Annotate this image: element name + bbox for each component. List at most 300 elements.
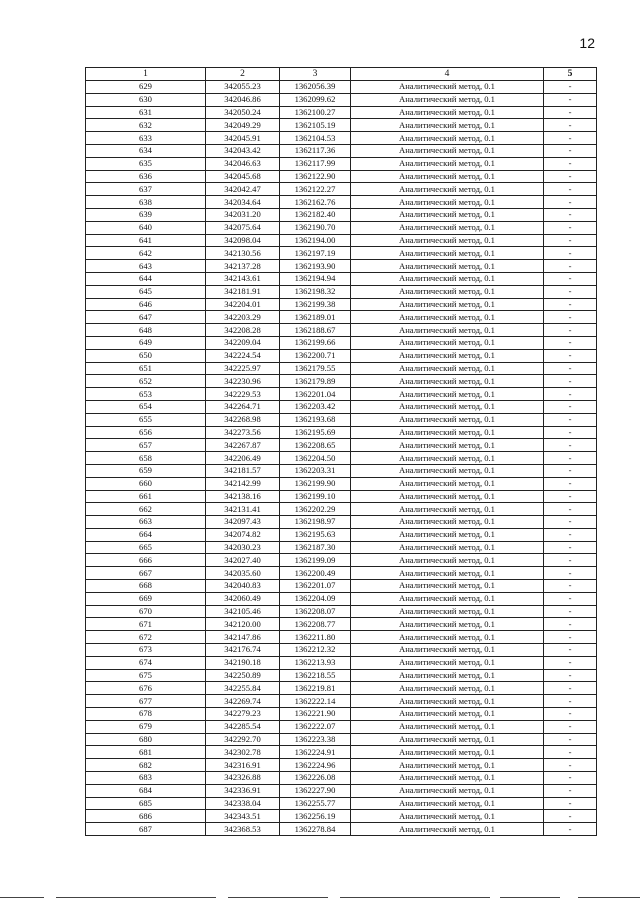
x-coordinate-cell: 342034.64 (206, 196, 280, 209)
y-coordinate-cell: 1362218.55 (280, 669, 351, 682)
x-coordinate-cell: 342142.99 (206, 477, 280, 490)
method-cell: Аналитический метод, 0.1 (351, 81, 544, 94)
description-cell: - (544, 554, 597, 567)
y-coordinate-cell: 1362203.31 (280, 464, 351, 477)
method-cell: Аналитический метод, 0.1 (351, 183, 544, 196)
description-cell: - (544, 592, 597, 605)
method-cell: Аналитический метод, 0.1 (351, 592, 544, 605)
point-number-cell: 639 (86, 208, 206, 221)
header-y-coordinate: 3 (280, 68, 351, 81)
point-number-cell: 669 (86, 592, 206, 605)
description-cell: - (544, 682, 597, 695)
x-coordinate-cell: 342273.56 (206, 426, 280, 439)
x-coordinate-cell: 342176.74 (206, 644, 280, 657)
method-cell: Аналитический метод, 0.1 (351, 324, 544, 337)
table-body (86, 81, 597, 836)
x-coordinate-cell: 342131.41 (206, 503, 280, 516)
y-coordinate-cell: 1362213.93 (280, 656, 351, 669)
point-number-cell: 673 (86, 644, 206, 657)
point-number-cell: 668 (86, 580, 206, 593)
method-cell: Аналитический метод, 0.1 (351, 733, 544, 746)
description-cell: - (544, 336, 597, 349)
table-row (86, 324, 597, 337)
point-number-cell: 642 (86, 247, 206, 260)
table-row (86, 656, 597, 669)
description-cell: - (544, 157, 597, 170)
table-row (86, 605, 597, 618)
table-row (86, 272, 597, 285)
x-coordinate-cell: 342338.04 (206, 797, 280, 810)
method-cell: Аналитический метод, 0.1 (351, 144, 544, 157)
y-coordinate-cell: 1362211.80 (280, 631, 351, 644)
method-cell: Аналитический метод, 0.1 (351, 746, 544, 759)
y-coordinate-cell: 1362195.63 (280, 528, 351, 541)
description-cell: - (544, 772, 597, 785)
table-row (86, 580, 597, 593)
description-cell: - (544, 208, 597, 221)
point-number-cell: 643 (86, 260, 206, 273)
description-cell: - (544, 784, 597, 797)
x-coordinate-cell: 342055.23 (206, 81, 280, 94)
description-cell: - (544, 298, 597, 311)
table-row (86, 490, 597, 503)
point-number-cell: 678 (86, 708, 206, 721)
description-cell: - (544, 170, 597, 183)
point-number-cell: 634 (86, 144, 206, 157)
y-coordinate-cell: 1362099.62 (280, 93, 351, 106)
x-coordinate-cell: 342031.20 (206, 208, 280, 221)
table-row (86, 183, 597, 196)
x-coordinate-cell: 342046.63 (206, 157, 280, 170)
description-cell: - (544, 810, 597, 823)
y-coordinate-cell: 1362194.00 (280, 234, 351, 247)
table-row (86, 234, 597, 247)
description-cell: - (544, 81, 597, 94)
method-cell: Аналитический метод, 0.1 (351, 311, 544, 324)
table-row (86, 784, 597, 797)
y-coordinate-cell: 1362193.90 (280, 260, 351, 273)
table-row (86, 362, 597, 375)
description-cell: - (544, 759, 597, 772)
method-cell: Аналитический метод, 0.1 (351, 682, 544, 695)
method-cell: Аналитический метод, 0.1 (351, 285, 544, 298)
method-cell: Аналитический метод, 0.1 (351, 554, 544, 567)
description-cell: - (544, 388, 597, 401)
table-row (86, 285, 597, 298)
point-number-cell: 671 (86, 618, 206, 631)
x-coordinate-cell: 342138.16 (206, 490, 280, 503)
method-cell: Аналитический метод, 0.1 (351, 132, 544, 145)
point-number-cell: 635 (86, 157, 206, 170)
point-number-cell: 656 (86, 426, 206, 439)
description-cell: - (544, 93, 597, 106)
point-number-cell: 653 (86, 388, 206, 401)
x-coordinate-cell: 342075.64 (206, 221, 280, 234)
method-cell: Аналитический метод, 0.1 (351, 464, 544, 477)
description-cell: - (544, 260, 597, 273)
table-row (86, 452, 597, 465)
x-coordinate-cell: 342255.84 (206, 682, 280, 695)
point-number-cell: 645 (86, 285, 206, 298)
method-cell: Аналитический метод, 0.1 (351, 695, 544, 708)
y-coordinate-cell: 1362193.68 (280, 413, 351, 426)
table-row (86, 208, 597, 221)
table-row (86, 298, 597, 311)
method-cell: Аналитический метод, 0.1 (351, 490, 544, 503)
y-coordinate-cell: 1362197.19 (280, 247, 351, 260)
y-coordinate-cell: 1362226.08 (280, 772, 351, 785)
point-number-cell: 657 (86, 439, 206, 452)
y-coordinate-cell: 1362190.70 (280, 221, 351, 234)
x-coordinate-cell: 342049.29 (206, 119, 280, 132)
method-cell: Аналитический метод, 0.1 (351, 439, 544, 452)
y-coordinate-cell: 1362208.77 (280, 618, 351, 631)
method-cell: Аналитический метод, 0.1 (351, 272, 544, 285)
point-number-cell: 679 (86, 720, 206, 733)
table-row (86, 541, 597, 554)
point-number-cell: 652 (86, 375, 206, 388)
description-cell: - (544, 221, 597, 234)
y-coordinate-cell: 1362201.07 (280, 580, 351, 593)
method-cell: Аналитический метод, 0.1 (351, 119, 544, 132)
y-coordinate-cell: 1362227.90 (280, 784, 351, 797)
x-coordinate-cell: 342105.46 (206, 605, 280, 618)
method-cell: Аналитический метод, 0.1 (351, 772, 544, 785)
y-coordinate-cell: 1362200.49 (280, 567, 351, 580)
x-coordinate-cell: 342368.53 (206, 823, 280, 836)
table-row (86, 682, 597, 695)
header-description: 5 (544, 68, 597, 81)
table-row (86, 618, 597, 631)
description-cell: - (544, 618, 597, 631)
method-cell: Аналитический метод, 0.1 (351, 221, 544, 234)
method-cell: Аналитический метод, 0.1 (351, 298, 544, 311)
description-cell: - (544, 452, 597, 465)
point-number-cell: 630 (86, 93, 206, 106)
method-cell: Аналитический метод, 0.1 (351, 656, 544, 669)
description-cell: - (544, 746, 597, 759)
description-cell: - (544, 144, 597, 157)
description-cell: - (544, 285, 597, 298)
table-row (86, 772, 597, 785)
point-number-cell: 666 (86, 554, 206, 567)
x-coordinate-cell: 342120.00 (206, 618, 280, 631)
x-coordinate-cell: 342267.87 (206, 439, 280, 452)
description-cell: - (544, 439, 597, 452)
method-cell: Аналитический метод, 0.1 (351, 516, 544, 529)
description-cell: - (544, 490, 597, 503)
header-row (86, 68, 597, 81)
coordinates-table (85, 67, 597, 836)
table-row (86, 157, 597, 170)
description-cell: - (544, 400, 597, 413)
table-header (86, 68, 597, 81)
description-cell: - (544, 708, 597, 721)
description-cell: - (544, 580, 597, 593)
method-cell: Аналитический метод, 0.1 (351, 720, 544, 733)
y-coordinate-cell: 1362117.99 (280, 157, 351, 170)
x-coordinate-cell: 342137.28 (206, 260, 280, 273)
description-cell: - (544, 631, 597, 644)
method-cell: Аналитический метод, 0.1 (351, 170, 544, 183)
x-coordinate-cell: 342035.60 (206, 567, 280, 580)
method-cell: Аналитический метод, 0.1 (351, 528, 544, 541)
method-cell: Аналитический метод, 0.1 (351, 362, 544, 375)
point-number-cell: 674 (86, 656, 206, 669)
table-row (86, 413, 597, 426)
table-row (86, 644, 597, 657)
y-coordinate-cell: 1362179.89 (280, 375, 351, 388)
description-cell: - (544, 234, 597, 247)
footer-rule (578, 897, 640, 898)
y-coordinate-cell: 1362199.66 (280, 336, 351, 349)
x-coordinate-cell: 342060.49 (206, 592, 280, 605)
table-row (86, 221, 597, 234)
description-cell: - (544, 362, 597, 375)
point-number-cell: 684 (86, 784, 206, 797)
method-cell: Аналитический метод, 0.1 (351, 336, 544, 349)
table-row (86, 567, 597, 580)
x-coordinate-cell: 342097.43 (206, 516, 280, 529)
y-coordinate-cell: 1362182.40 (280, 208, 351, 221)
table-row (86, 106, 597, 119)
description-cell: - (544, 349, 597, 362)
x-coordinate-cell: 342045.91 (206, 132, 280, 145)
header-point-number: 1 (86, 68, 206, 81)
table-row (86, 388, 597, 401)
description-cell: - (544, 324, 597, 337)
point-number-cell: 651 (86, 362, 206, 375)
y-coordinate-cell: 1362194.94 (280, 272, 351, 285)
x-coordinate-cell: 342316.91 (206, 759, 280, 772)
y-coordinate-cell: 1362202.29 (280, 503, 351, 516)
point-number-cell: 685 (86, 797, 206, 810)
method-cell: Аналитический метод, 0.1 (351, 759, 544, 772)
description-cell: - (544, 541, 597, 554)
table-row (86, 669, 597, 682)
table-row (86, 797, 597, 810)
point-number-cell: 687 (86, 823, 206, 836)
point-number-cell: 667 (86, 567, 206, 580)
description-cell: - (544, 528, 597, 541)
y-coordinate-cell: 1362255.77 (280, 797, 351, 810)
y-coordinate-cell: 1362198.97 (280, 516, 351, 529)
table-row (86, 516, 597, 529)
point-number-cell: 672 (86, 631, 206, 644)
description-cell: - (544, 669, 597, 682)
y-coordinate-cell: 1362104.53 (280, 132, 351, 145)
y-coordinate-cell: 1362187.30 (280, 541, 351, 554)
method-cell: Аналитический метод, 0.1 (351, 580, 544, 593)
x-coordinate-cell: 342230.96 (206, 375, 280, 388)
x-coordinate-cell: 342181.91 (206, 285, 280, 298)
y-coordinate-cell: 1362204.09 (280, 592, 351, 605)
y-coordinate-cell: 1362199.10 (280, 490, 351, 503)
method-cell: Аналитический метод, 0.1 (351, 208, 544, 221)
point-number-cell: 661 (86, 490, 206, 503)
y-coordinate-cell: 1362221.90 (280, 708, 351, 721)
table-row (86, 426, 597, 439)
method-cell: Аналитический метод, 0.1 (351, 413, 544, 426)
y-coordinate-cell: 1362199.09 (280, 554, 351, 567)
y-coordinate-cell: 1362122.90 (280, 170, 351, 183)
point-number-cell: 629 (86, 81, 206, 94)
point-number-cell: 649 (86, 336, 206, 349)
y-coordinate-cell: 1362122.27 (280, 183, 351, 196)
x-coordinate-cell: 342043.42 (206, 144, 280, 157)
point-number-cell: 663 (86, 516, 206, 529)
table-row (86, 247, 597, 260)
x-coordinate-cell: 342027.40 (206, 554, 280, 567)
table-row (86, 528, 597, 541)
point-number-cell: 660 (86, 477, 206, 490)
method-cell: Аналитический метод, 0.1 (351, 375, 544, 388)
method-cell: Аналитический метод, 0.1 (351, 196, 544, 209)
method-cell: Аналитический метод, 0.1 (351, 503, 544, 516)
y-coordinate-cell: 1362222.14 (280, 695, 351, 708)
x-coordinate-cell: 342229.53 (206, 388, 280, 401)
x-coordinate-cell: 342302.78 (206, 746, 280, 759)
point-number-cell: 646 (86, 298, 206, 311)
y-coordinate-cell: 1362199.38 (280, 298, 351, 311)
method-cell: Аналитический метод, 0.1 (351, 260, 544, 273)
point-number-cell: 638 (86, 196, 206, 209)
description-cell: - (544, 119, 597, 132)
point-number-cell: 658 (86, 452, 206, 465)
description-cell: - (544, 311, 597, 324)
description-cell: - (544, 247, 597, 260)
y-coordinate-cell: 1362200.71 (280, 349, 351, 362)
description-cell: - (544, 823, 597, 836)
table-row (86, 375, 597, 388)
description-cell: - (544, 477, 597, 490)
x-coordinate-cell: 342040.83 (206, 580, 280, 593)
description-cell: - (544, 375, 597, 388)
x-coordinate-cell: 342147.86 (206, 631, 280, 644)
method-cell: Аналитический метод, 0.1 (351, 234, 544, 247)
y-coordinate-cell: 1362195.69 (280, 426, 351, 439)
x-coordinate-cell: 342190.18 (206, 656, 280, 669)
y-coordinate-cell: 1362105.19 (280, 119, 351, 132)
footer-rule (228, 897, 328, 898)
description-cell: - (544, 695, 597, 708)
method-cell: Аналитический метод, 0.1 (351, 477, 544, 490)
table-row (86, 119, 597, 132)
page-number: 12 (579, 35, 595, 51)
footer-rule (0, 897, 44, 898)
table-row (86, 810, 597, 823)
point-number-cell: 683 (86, 772, 206, 785)
x-coordinate-cell: 342130.56 (206, 247, 280, 260)
point-number-cell: 636 (86, 170, 206, 183)
point-number-cell: 662 (86, 503, 206, 516)
table-row (86, 93, 597, 106)
y-coordinate-cell: 1362222.07 (280, 720, 351, 733)
table-row (86, 554, 597, 567)
x-coordinate-cell: 342098.04 (206, 234, 280, 247)
table-row (86, 336, 597, 349)
table-row (86, 759, 597, 772)
point-number-cell: 664 (86, 528, 206, 541)
description-cell: - (544, 503, 597, 516)
description-cell: - (544, 196, 597, 209)
description-cell: - (544, 797, 597, 810)
y-coordinate-cell: 1362056.39 (280, 81, 351, 94)
x-coordinate-cell: 342046.86 (206, 93, 280, 106)
x-coordinate-cell: 342203.29 (206, 311, 280, 324)
method-cell: Аналитический метод, 0.1 (351, 106, 544, 119)
point-number-cell: 665 (86, 541, 206, 554)
x-coordinate-cell: 342042.47 (206, 183, 280, 196)
x-coordinate-cell: 342279.23 (206, 708, 280, 721)
x-coordinate-cell: 342224.54 (206, 349, 280, 362)
method-cell: Аналитический метод, 0.1 (351, 810, 544, 823)
method-cell: Аналитический метод, 0.1 (351, 669, 544, 682)
point-number-cell: 677 (86, 695, 206, 708)
x-coordinate-cell: 342204.01 (206, 298, 280, 311)
table-row (86, 695, 597, 708)
footer-rule (340, 897, 490, 898)
point-number-cell: 632 (86, 119, 206, 132)
method-cell: Аналитический метод, 0.1 (351, 93, 544, 106)
y-coordinate-cell: 1362179.55 (280, 362, 351, 375)
description-cell: - (544, 132, 597, 145)
point-number-cell: 637 (86, 183, 206, 196)
y-coordinate-cell: 1362204.50 (280, 452, 351, 465)
point-number-cell: 655 (86, 413, 206, 426)
point-number-cell: 659 (86, 464, 206, 477)
x-coordinate-cell: 342292.70 (206, 733, 280, 746)
point-number-cell: 641 (86, 234, 206, 247)
y-coordinate-cell: 1362199.90 (280, 477, 351, 490)
point-number-cell: 640 (86, 221, 206, 234)
table-row (86, 311, 597, 324)
method-cell: Аналитический метод, 0.1 (351, 605, 544, 618)
description-cell: - (544, 605, 597, 618)
description-cell: - (544, 464, 597, 477)
point-number-cell: 670 (86, 605, 206, 618)
table-row (86, 170, 597, 183)
x-coordinate-cell: 342143.61 (206, 272, 280, 285)
point-number-cell: 681 (86, 746, 206, 759)
point-number-cell: 682 (86, 759, 206, 772)
x-coordinate-cell: 342264.71 (206, 400, 280, 413)
table-row (86, 477, 597, 490)
point-number-cell: 680 (86, 733, 206, 746)
method-cell: Аналитический метод, 0.1 (351, 400, 544, 413)
x-coordinate-cell: 342269.74 (206, 695, 280, 708)
table-row (86, 260, 597, 273)
x-coordinate-cell: 342074.82 (206, 528, 280, 541)
method-cell: Аналитический метод, 0.1 (351, 823, 544, 836)
y-coordinate-cell: 1362208.07 (280, 605, 351, 618)
method-cell: Аналитический метод, 0.1 (351, 247, 544, 260)
y-coordinate-cell: 1362224.91 (280, 746, 351, 759)
x-coordinate-cell: 342336.91 (206, 784, 280, 797)
method-cell: Аналитический метод, 0.1 (351, 157, 544, 170)
method-cell: Аналитический метод, 0.1 (351, 708, 544, 721)
footer-rule (56, 897, 216, 898)
point-number-cell: 648 (86, 324, 206, 337)
table-row (86, 733, 597, 746)
table-row (86, 631, 597, 644)
y-coordinate-cell: 1362208.65 (280, 439, 351, 452)
x-coordinate-cell: 342343.51 (206, 810, 280, 823)
method-cell: Аналитический метод, 0.1 (351, 349, 544, 362)
method-cell: Аналитический метод, 0.1 (351, 797, 544, 810)
x-coordinate-cell: 342225.97 (206, 362, 280, 375)
point-number-cell: 647 (86, 311, 206, 324)
